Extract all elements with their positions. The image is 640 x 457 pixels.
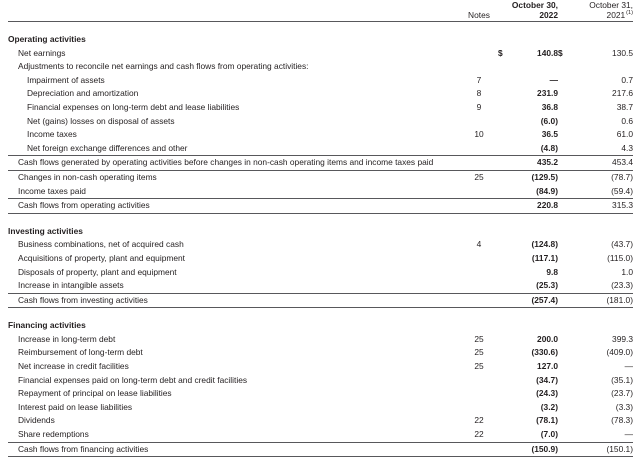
row-value-2021: (78.3) [611, 415, 634, 426]
line-item-row [8, 128, 633, 142]
header-notes [460, 0, 498, 21]
row-value-2022: (25.3) [536, 280, 558, 291]
spacer-cell [8, 213, 633, 225]
row-label: Financial expenses on long-term debt and lease liabilities [27, 101, 240, 112]
header-period-2021-footnote-marker: (1) [626, 10, 634, 17]
spacer-cell [8, 308, 633, 320]
row-note-reference [460, 252, 498, 266]
row-label: Depreciation and amortization [27, 88, 139, 99]
row-value-2022: (7.0) [540, 429, 558, 440]
row-label: Business combinations, net of acquired cash [18, 239, 184, 250]
row-currency-2022 [498, 115, 508, 129]
row-currency-2021 [558, 60, 568, 74]
line-item-row [8, 346, 633, 360]
line-item-row [8, 170, 633, 184]
row-note-reference [460, 401, 498, 415]
row-value-2022 [508, 225, 558, 239]
row-value-2021: 38.7 [616, 101, 634, 112]
line-item-row [8, 74, 633, 88]
row-label: Financial expenses paid on long-term debt and credit facilities [18, 374, 248, 385]
row-label: Acquisitions of property, plant and equipment [18, 252, 185, 263]
row-label: Net increase in credit facilities [18, 361, 129, 372]
row-note-reference [460, 374, 498, 388]
line-item-row [8, 115, 633, 129]
header-label-spacer [8, 0, 460, 21]
row-label: Repayment of principal on lease liabilities [18, 388, 172, 399]
row-value-2022: (257.4) [508, 293, 558, 308]
row-value-2022 [508, 319, 558, 333]
line-item-row [8, 414, 633, 428]
row-label: Increase in intangible assets [18, 280, 124, 291]
header-period-2021 [558, 0, 633, 21]
row-currency-2021 [558, 185, 568, 199]
row-currency-2021 [558, 266, 568, 280]
row-currency-2021 [558, 74, 568, 88]
line-item-row [8, 333, 633, 347]
row-currency-2021 [558, 360, 568, 374]
row-currency-2021 [558, 442, 568, 457]
row-note-reference: 7 [476, 74, 482, 85]
row-note-reference [460, 225, 498, 239]
row-currency-2022 [498, 442, 508, 457]
row-label: Disposals of property, plant and equipment [18, 266, 177, 277]
row-value-2022: 36.5 [541, 129, 558, 140]
row-label: Cash flows from financing activities [8, 442, 460, 457]
row-value-2022 [508, 33, 558, 47]
row-value-2022: — [549, 74, 558, 85]
row-value-2021: (78.7) [611, 171, 634, 182]
row-note-reference [460, 60, 498, 74]
header-period-2021-date: October 31, [589, 0, 634, 10]
line-item-row [8, 374, 633, 388]
row-note-reference [460, 47, 498, 61]
row-currency-2022 [498, 279, 508, 293]
row-currency-2021 [558, 374, 568, 388]
line-item-row [8, 360, 633, 374]
row-currency-2021 [558, 170, 568, 184]
row-value-2022: 435.2 [508, 156, 558, 171]
row-value-2021: (59.4) [611, 185, 634, 196]
row-value-2022: (78.1) [536, 415, 558, 426]
row-value-2022: 231.9 [537, 88, 558, 99]
row-currency-2022 [498, 319, 508, 333]
row-note-reference [460, 293, 498, 308]
row-value-2021: (181.0) [568, 293, 633, 308]
total-row-financing [8, 442, 633, 457]
spacer-cell [8, 22, 633, 34]
row-value-2021: 1.0 [621, 266, 634, 277]
row-currency-2022 [498, 428, 508, 442]
row-note-reference: 4 [476, 239, 482, 250]
row-note-reference: 8 [476, 88, 482, 99]
row-label: Financing activities [8, 320, 86, 331]
row-value-2021: 0.6 [621, 115, 634, 126]
line-item-row [8, 87, 633, 101]
row-value-2021: (35.1) [611, 374, 634, 385]
row-currency-2021 [558, 33, 568, 47]
row-currency-2021 [558, 87, 568, 101]
row-note-reference [460, 266, 498, 280]
row-currency-2021 [558, 156, 568, 171]
row-value-2022: 220.8 [508, 199, 558, 214]
row-currency-2021 [558, 319, 568, 333]
subtotal-row-operating [8, 156, 633, 171]
row-note-reference: 22 [474, 415, 484, 426]
row-currency-2022 [498, 60, 508, 74]
row-label: Investing activities [8, 225, 83, 236]
header-notes-label: Notes [468, 10, 490, 20]
row-value-2022: (6.0) [540, 115, 558, 126]
row-value-2022: (117.1) [531, 252, 558, 263]
row-note-reference [460, 115, 498, 129]
row-currency-2022 [498, 346, 508, 360]
row-label: Changes in non-cash operating items [18, 171, 157, 182]
row-currency-2022 [498, 387, 508, 401]
row-currency-2022 [498, 142, 508, 156]
row-currency-2021 [558, 128, 568, 142]
row-currency-2022 [498, 293, 508, 308]
row-value-2021: — [624, 429, 634, 440]
row-note-reference: 25 [474, 171, 484, 182]
row-label: Share redemptions [18, 429, 89, 440]
row-value-2022: 140.8 [537, 47, 558, 58]
row-value-2022: (24.3) [536, 388, 558, 399]
header-period-2021-year: 2021$^{(1)}$ [606, 10, 634, 20]
row-label: Adjustments to reconcile net earnings and cash flows from operating activities: [18, 61, 309, 72]
row-value-2022: (330.6) [531, 347, 558, 358]
line-item-row [8, 279, 633, 293]
row-currency-2022 [498, 199, 508, 214]
row-label: Dividends [18, 415, 55, 426]
row-note-reference [460, 199, 498, 214]
row-currency-2022 [498, 225, 508, 239]
row-value-2021: 130.5 [612, 47, 634, 58]
row-value-2022: (4.8) [540, 142, 558, 153]
row-note-reference: 25 [474, 333, 484, 344]
row-currency-2021 [558, 252, 568, 266]
row-value-2021: (43.7) [611, 239, 634, 250]
row-value-2021 [568, 225, 633, 239]
row-currency-2021 [558, 414, 568, 428]
row-note-reference: 9 [476, 101, 482, 112]
row-note-reference [460, 387, 498, 401]
line-item-row [8, 387, 633, 401]
row-note-reference [460, 279, 498, 293]
row-currency-2022 [498, 74, 508, 88]
line-item-row [8, 60, 633, 74]
row-value-2022: (129.5) [531, 171, 558, 182]
row-value-2022: (124.8) [531, 239, 558, 250]
total-row-operating [8, 199, 633, 214]
section-spacer-financing [8, 308, 633, 320]
line-item-row [8, 401, 633, 415]
row-currency-2021 [558, 115, 568, 129]
row-note-reference [460, 319, 498, 333]
row-value-2021: 399.3 [612, 333, 634, 344]
row-value-2021: (115.0) [607, 252, 634, 263]
total-row-investing [8, 293, 633, 308]
row-value-2021 [568, 319, 633, 333]
row-currency-2022 [498, 128, 508, 142]
row-currency-2022 [498, 374, 508, 388]
row-label: Net foreign exchange differences and other [27, 142, 188, 153]
row-currency-2022 [498, 266, 508, 280]
row-currency-2021 [558, 142, 568, 156]
row-currency-2021 [558, 225, 568, 239]
row-value-2022: (84.9) [536, 185, 558, 196]
row-value-2021 [568, 33, 633, 47]
row-note-reference: 10 [474, 129, 484, 140]
header-period-2022-year: 2022 [539, 10, 558, 20]
header-period-2022-date: October 30, [511, 0, 558, 10]
row-currency-2022 [498, 238, 508, 252]
row-currency-2022 [498, 414, 508, 428]
row-value-2021: 453.4 [568, 156, 633, 171]
section-spacer-investing [8, 213, 633, 225]
row-note-reference: 25 [474, 361, 484, 372]
line-item-row [8, 142, 633, 156]
row-label: Net (gains) losses on disposal of assets [27, 115, 175, 126]
row-currency-2021 [558, 428, 568, 442]
column-header-row [8, 0, 633, 21]
row-value-2022 [508, 60, 558, 74]
row-label: Interest paid on lease liabilities [18, 401, 133, 412]
row-currency-2021 [558, 101, 568, 115]
row-value-2022: (34.7) [536, 374, 558, 385]
row-value-2022: (150.9) [508, 442, 558, 457]
row-currency-2022 [498, 156, 508, 171]
cash-flow-table [8, 0, 633, 457]
row-value-2021: (23.7) [611, 388, 634, 399]
row-label: Operating activities [8, 34, 86, 44]
row-value-2021: 4.3 [621, 142, 634, 153]
row-label: Net earnings [18, 47, 66, 58]
row-note-reference: 22 [474, 429, 484, 440]
cash-flow-table-body [8, 0, 633, 457]
row-currency-2021: $ [558, 47, 563, 58]
row-label: Income taxes paid [18, 185, 86, 196]
row-currency-2021 [558, 387, 568, 401]
row-currency-2022 [498, 185, 508, 199]
row-value-2021: 0.7 [621, 74, 634, 85]
row-value-2022: (3.2) [540, 401, 558, 412]
row-value-2022: 200.0 [537, 333, 558, 344]
row-currency-2021 [558, 293, 568, 308]
line-item-row [8, 101, 633, 115]
row-currency-2022 [498, 333, 508, 347]
row-label: Cash flows generated by operating activities before changes in non-cash operating items and income taxes paid [8, 156, 460, 171]
row-note-reference: 25 [474, 347, 484, 358]
row-value-2021: (150.1) [568, 442, 633, 457]
row-label: Income taxes [27, 129, 77, 140]
row-value-2021 [568, 60, 633, 74]
row-note-reference [460, 442, 498, 457]
row-note-reference [460, 142, 498, 156]
row-currency-2022 [498, 252, 508, 266]
row-value-2022: 127.0 [537, 361, 558, 372]
row-label: Cash flows from investing activities [8, 293, 460, 308]
line-item-row [8, 252, 633, 266]
row-currency-2021 [558, 279, 568, 293]
row-note-reference [460, 185, 498, 199]
line-item-row [8, 238, 633, 252]
section-heading-investing [8, 225, 633, 239]
row-currency-2022 [498, 170, 508, 184]
line-item-row [8, 47, 633, 61]
row-value-2021: 61.0 [616, 129, 634, 140]
row-currency-2022 [498, 87, 508, 101]
row-value-2022: 36.8 [541, 101, 558, 112]
row-currency-2022 [498, 401, 508, 415]
row-value-2021: 315.3 [568, 199, 633, 214]
section-heading-operating [8, 33, 633, 47]
header-period-2022 [498, 0, 558, 21]
line-item-row [8, 185, 633, 199]
row-currency-2021 [558, 199, 568, 214]
row-label: Increase in long-term debt [18, 333, 116, 344]
row-currency-2022: $ [498, 47, 503, 58]
header-body-spacer [8, 22, 633, 34]
row-value-2021: (23.3) [611, 280, 634, 291]
row-currency-2021 [558, 238, 568, 252]
row-value-2021: — [624, 361, 634, 372]
section-heading-financing [8, 319, 633, 333]
line-item-row [8, 266, 633, 280]
row-value-2021: (3.3) [615, 401, 634, 412]
line-item-row [8, 428, 633, 442]
row-currency-2022 [498, 360, 508, 374]
row-label: Reimbursement of long-term debt [18, 347, 143, 358]
row-label: Impairment of assets [27, 74, 105, 85]
row-label: Cash flows from operating activities [8, 199, 460, 214]
row-value-2021: 217.6 [612, 88, 634, 99]
row-value-2022: 9.8 [546, 266, 558, 277]
row-currency-2022 [498, 33, 508, 47]
row-currency-2021 [558, 401, 568, 415]
row-note-reference [460, 156, 498, 171]
row-value-2021: (409.0) [606, 347, 634, 358]
row-currency-2021 [558, 346, 568, 360]
row-currency-2022 [498, 101, 508, 115]
row-note-reference [460, 33, 498, 47]
row-currency-2021 [558, 333, 568, 347]
